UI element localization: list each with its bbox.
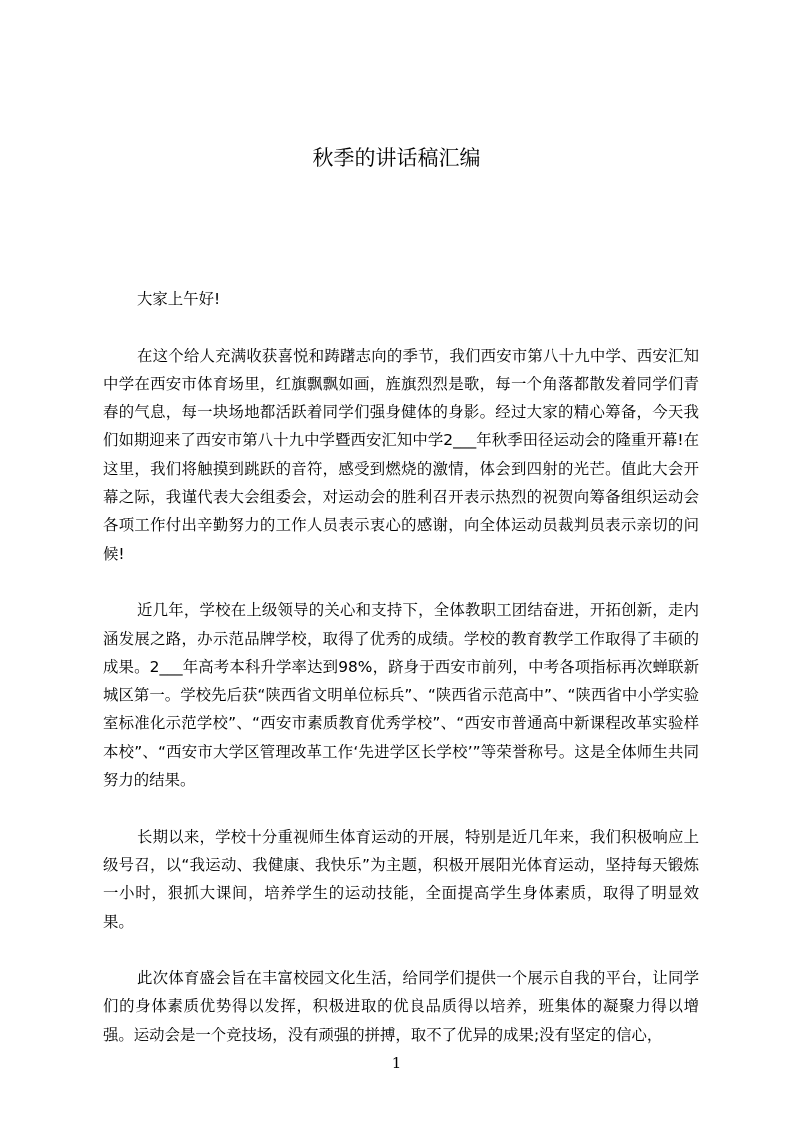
- paragraph: 长期以来，学校十分重视师生体育运动的开展，特别是近几年来，我们积极响应上级号召，以“我运动、我健康、我快乐”为主题，积极开展阳光体育运动，坚持每天锻炼一小时，狠抓大课间，培养学生的运动技能，全面提高学生身体素质，取得了明显效果。: [103, 827, 699, 931]
- page-number: 1: [391, 1054, 402, 1072]
- paragraph: 此次体育盛会旨在丰富校园文化生活，给同学们提供一个展示自我的平台，让同学们的身体素质优势得以发挥，积极进取的优良品质得以培养，班集体的凝聚力得以增强。运动会是一个竞技场，没有顽强的拼搏，取不了优异的成果;没有坚定的信心，: [103, 969, 699, 1044]
- greeting: 大家上午好!: [137, 290, 221, 308]
- document-title: 秋季的讲话稿汇编: [312, 146, 481, 170]
- paragraph: 在这个给人充满收获喜悦和踌躇志向的季节，我们西安市第八十九中学、西安汇知中学在西安市体育场里，红旗飘飘如画，旌旗烈烈是歌，每一个角落都散发着同学们青春的气息，每一块场地都活跃着同学们强身健体的身影。经过大家的精心筹备，今天我们如期迎来了西安市第八十九中学暨西安汇知中学2___年秋季田径运动会的隆重开幕!在这里，我们将触摸到跳跃的音符，感受到燃烧的激情，体会到四射的光芒。值此大会开幕之际，我谨代表大会组委会，对运动会的胜利召开表示热烈的祝贺向筹备组织运动会各项工作付出辛勤努力的工作人员表示衷心的感谢，向全体运动员裁判员表示亲切的问候!: [103, 346, 699, 563]
- paragraph: 近几年，学校在上级领导的关心和支持下，全体教职工团结奋进，开拓创新，走内涵发展之路，办示范品牌学校，取得了优秀的成绩。学校的教育教学工作取得了丰硕的成果。2___年高考本科升学率达到98%，跻身于西安市前列，中考各项指标再次蝉联新城区第一。学校先后获“陕西省文明单位标兵”、“陕西省示范高中”、“陕西省中小学实验室标准化示范学校”、“西安市素质教育优秀学校”、“西安市普通高中新课程改革实验样本校”、“西安市大学区管理改革工作‘先进学区长学校’”等荣誉称号。这是全体师生共同努力的结果。: [103, 601, 699, 790]
- document-body: [103, 285, 699, 1049]
